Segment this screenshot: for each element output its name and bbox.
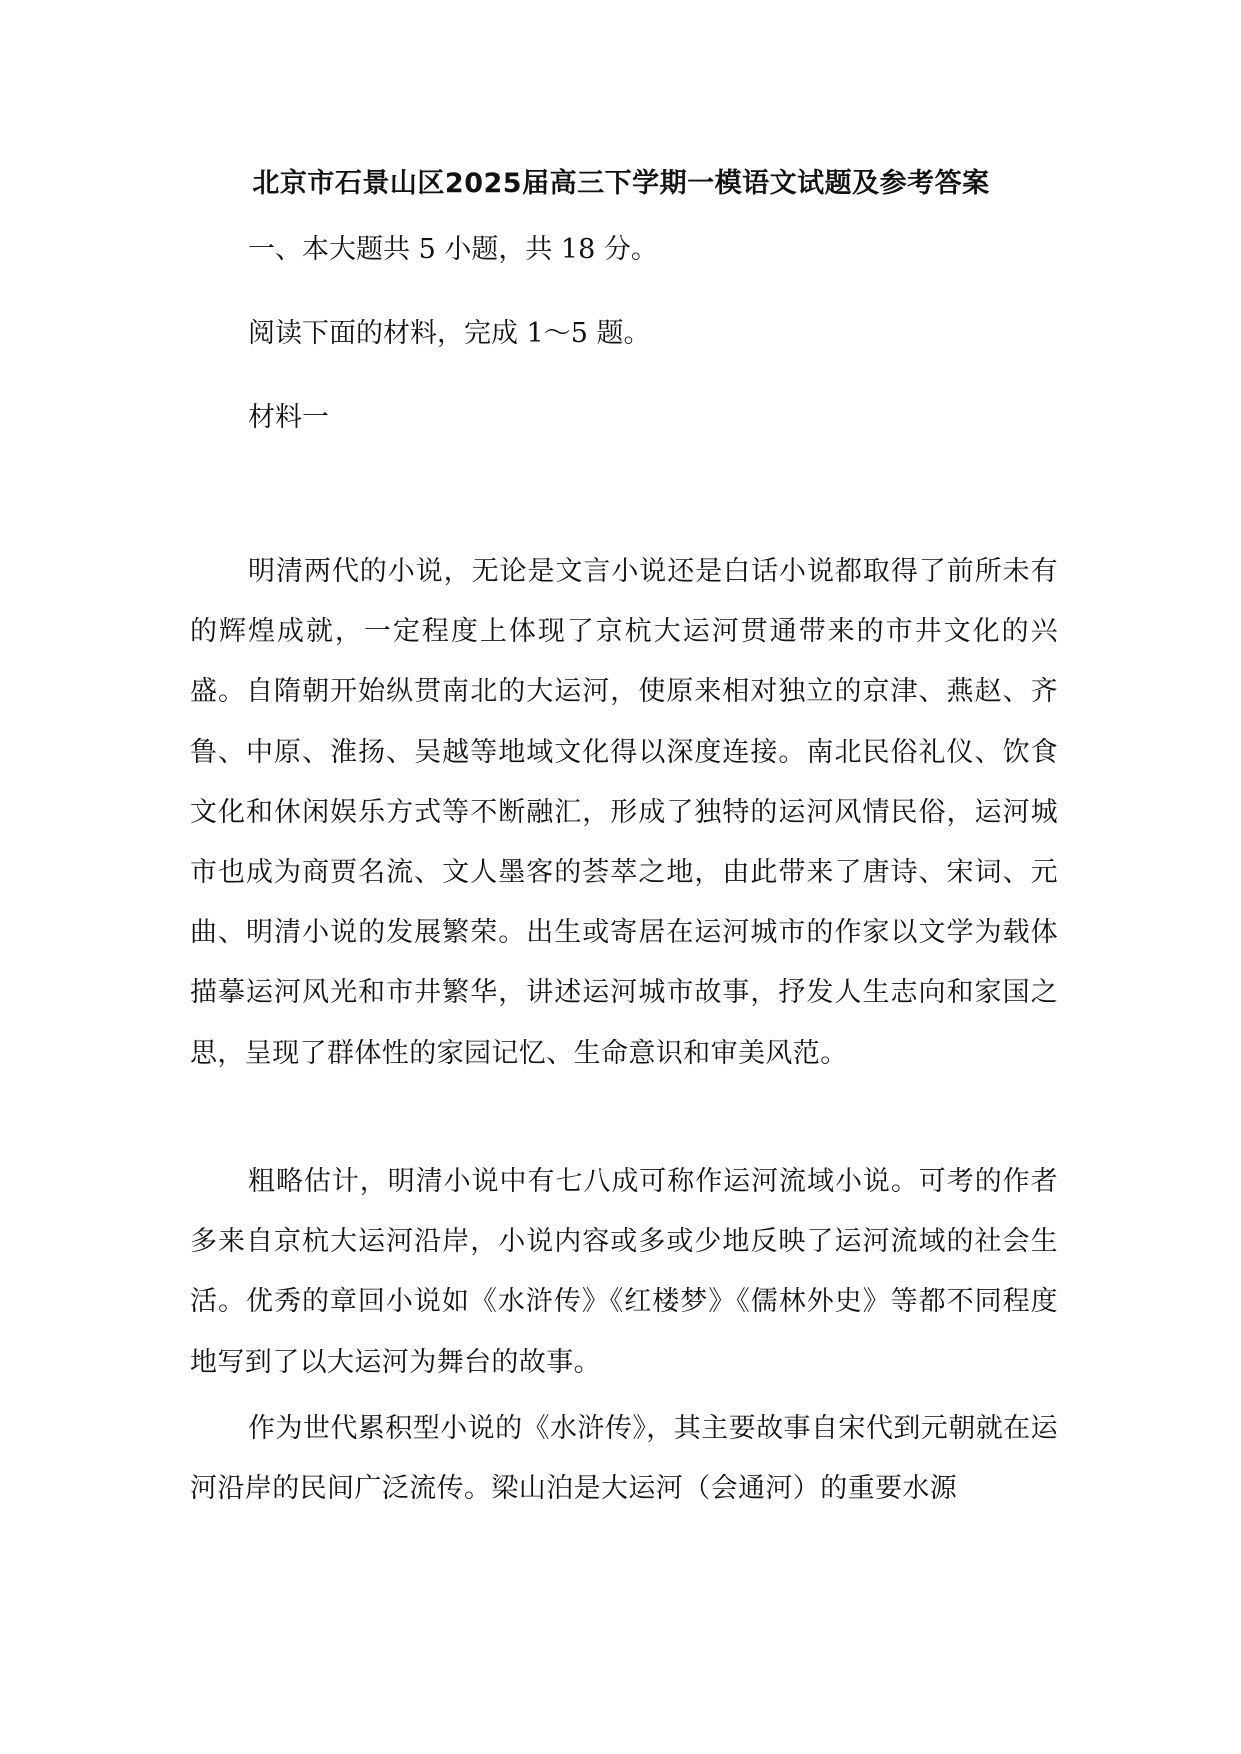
body-paragraph: 作为世代累积型小说的《水浒传》，其主要故事自宋代到元朝就在运河沿岸的民间广泛流传。梁山泊是大运河（会通河）的重要水源: [190, 1413, 1058, 1505]
body-paragraph: 明清两代的小说，无论是文言小说还是白话小说都取得了前所未有的辉煌成就，一定程度上体现了京杭大运河贯通带来的市井文化的兴盛。自隋朝开始纵贯南北的大运河，使原来相对独立的京津、燕赵、齐鲁、中原、淮扬、吴越等地域文化得以深度连接。南北民俗礼仪、饮食文化和休闲娱乐方式等不断融汇，形成了独特的运河风情民俗，运河城市也成为商贾名流、文人墨客的荟萃之地，由此带来了唐诗、宋词、元曲、明清小说的发展繁荣。出生或寄居在运河城市的作家以文学为载体描摹运河风光和市井繁华，讲述运河城市故事，抒发人生志向和家国之思，呈现了群体性的家园记忆、生命意识和审美风范。: [190, 556, 1058, 1069]
body-paragraph: 粗略估计，明清小说中有七八成可称作运河流域小说。可考的作者多来自京杭大运河沿岸，小说内容或多或少地反映了运河流域的社会生活。优秀的章回小说如《水浒传》《红楼梦》《儒林外史》等都不同程度地写到了以大运河为舞台的故事。: [190, 1166, 1058, 1378]
reading-instruction: 阅读下面的材料，完成 1～5 题。: [248, 318, 651, 349]
section-heading: 一、本大题共 5 小题，共 18 分。: [248, 234, 658, 265]
document-title: 北京市石景山区2025届高三下学期一模语文试题及参考答案: [252, 168, 990, 199]
material-label: 材料一: [248, 402, 329, 433]
